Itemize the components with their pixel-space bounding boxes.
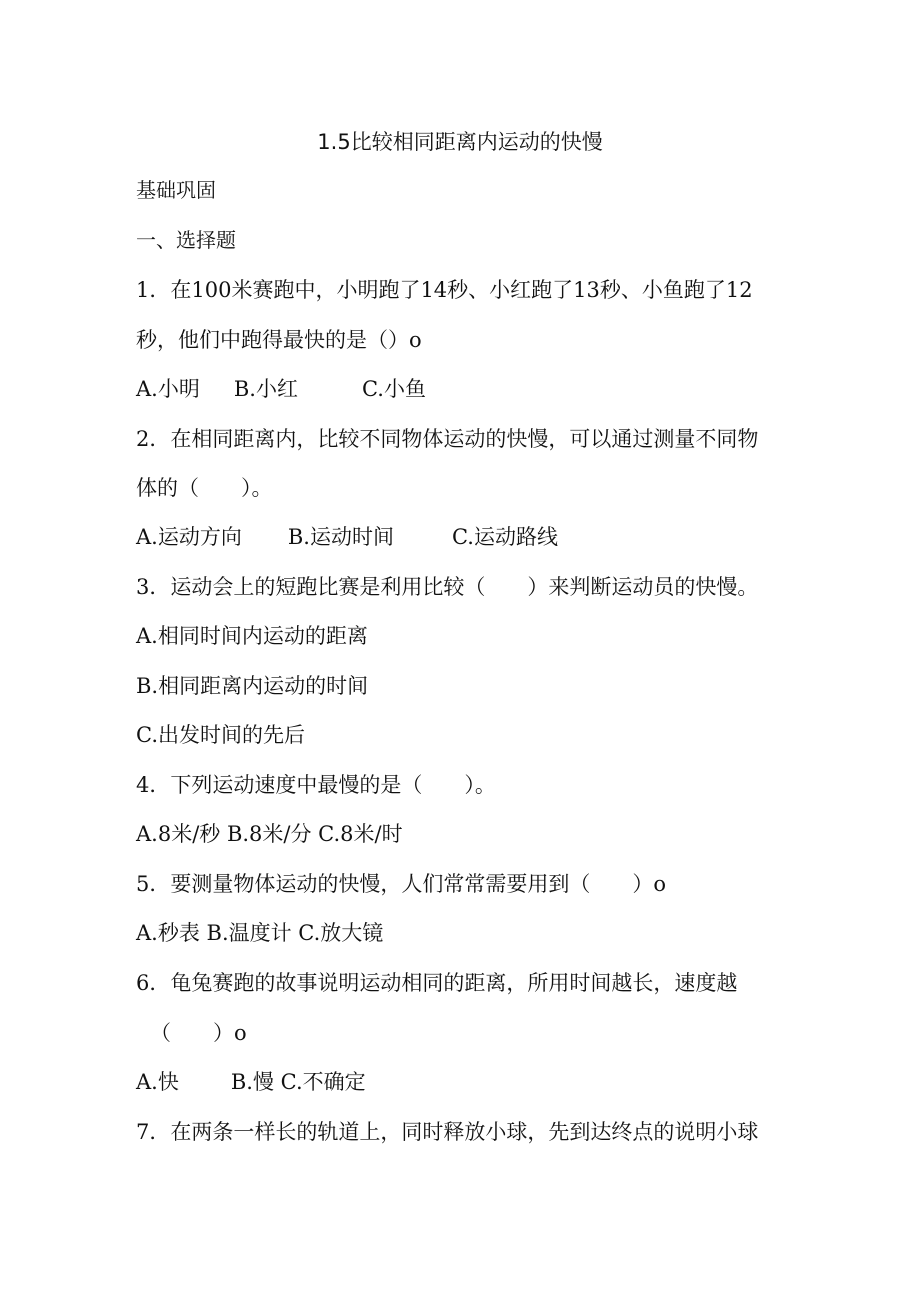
question-3-option-b: B.相同距离内运动的时间 <box>136 674 369 698</box>
question-1-options <box>136 375 426 403</box>
option-b: B.小红 <box>233 377 298 401</box>
question-2-line-2: 体的（ ）。 <box>136 476 273 500</box>
section-heading: 基础巩固 <box>136 178 216 202</box>
option-b: B.运动时间 <box>287 525 394 549</box>
question-2-line-1: 2．在相同距离内，比较不同物体运动的快慢，可以通过测量不同物 <box>136 427 759 451</box>
question-5-options: A.秒表 B.温度计 C.放大镜 <box>136 921 384 945</box>
option-a: A.小明 <box>136 377 200 401</box>
question-3-option-a: A.相同时间内运动的距离 <box>136 624 368 648</box>
question-3-line-1: 3．运动会上的短跑比赛是利用比较（ ）来判断运动员的快慢。 <box>136 575 759 599</box>
question-2-options <box>136 523 558 551</box>
question-1-line-1: 1．在100米赛跑中，小明跑了14秒、小红跑了13秒、小鱼跑了12 <box>136 278 753 302</box>
option-a: A.快 <box>136 1070 179 1094</box>
question-5-line-1: 5．要测量物体运动的快慢，人们常常需要用到（ ）o <box>136 872 667 896</box>
question-6-line-1: 6．龟兔赛跑的故事说明运动相同的距离，所用时间越长，速度越 <box>136 971 738 995</box>
option-c: C.运动路线 <box>451 525 558 549</box>
question-1-line-2: 秒，他们中跑得最快的是（）o <box>136 328 422 352</box>
question-4-options: A.8米/秒 B.8米/分 C.8米/时 <box>136 822 403 846</box>
question-6-line-2: （ ）o <box>150 1021 247 1045</box>
option-c: C.小鱼 <box>361 377 426 401</box>
page-title: 1.5比较相同距离内运动的快慢 <box>317 130 603 154</box>
option-b-c: B.慢 C.不确定 <box>230 1070 366 1094</box>
question-7-line-1: 7．在两条一样长的轨道上，同时释放小球，先到达终点的说明小球 <box>136 1120 759 1144</box>
question-3-option-c: C.出发时间的先后 <box>136 723 305 747</box>
question-6-options <box>136 1068 366 1096</box>
option-a: A.运动方向 <box>136 525 242 549</box>
subsection-heading: 一、选择题 <box>136 228 236 252</box>
question-4-line-1: 4．下列运动速度中最慢的是（ ）。 <box>136 773 496 797</box>
